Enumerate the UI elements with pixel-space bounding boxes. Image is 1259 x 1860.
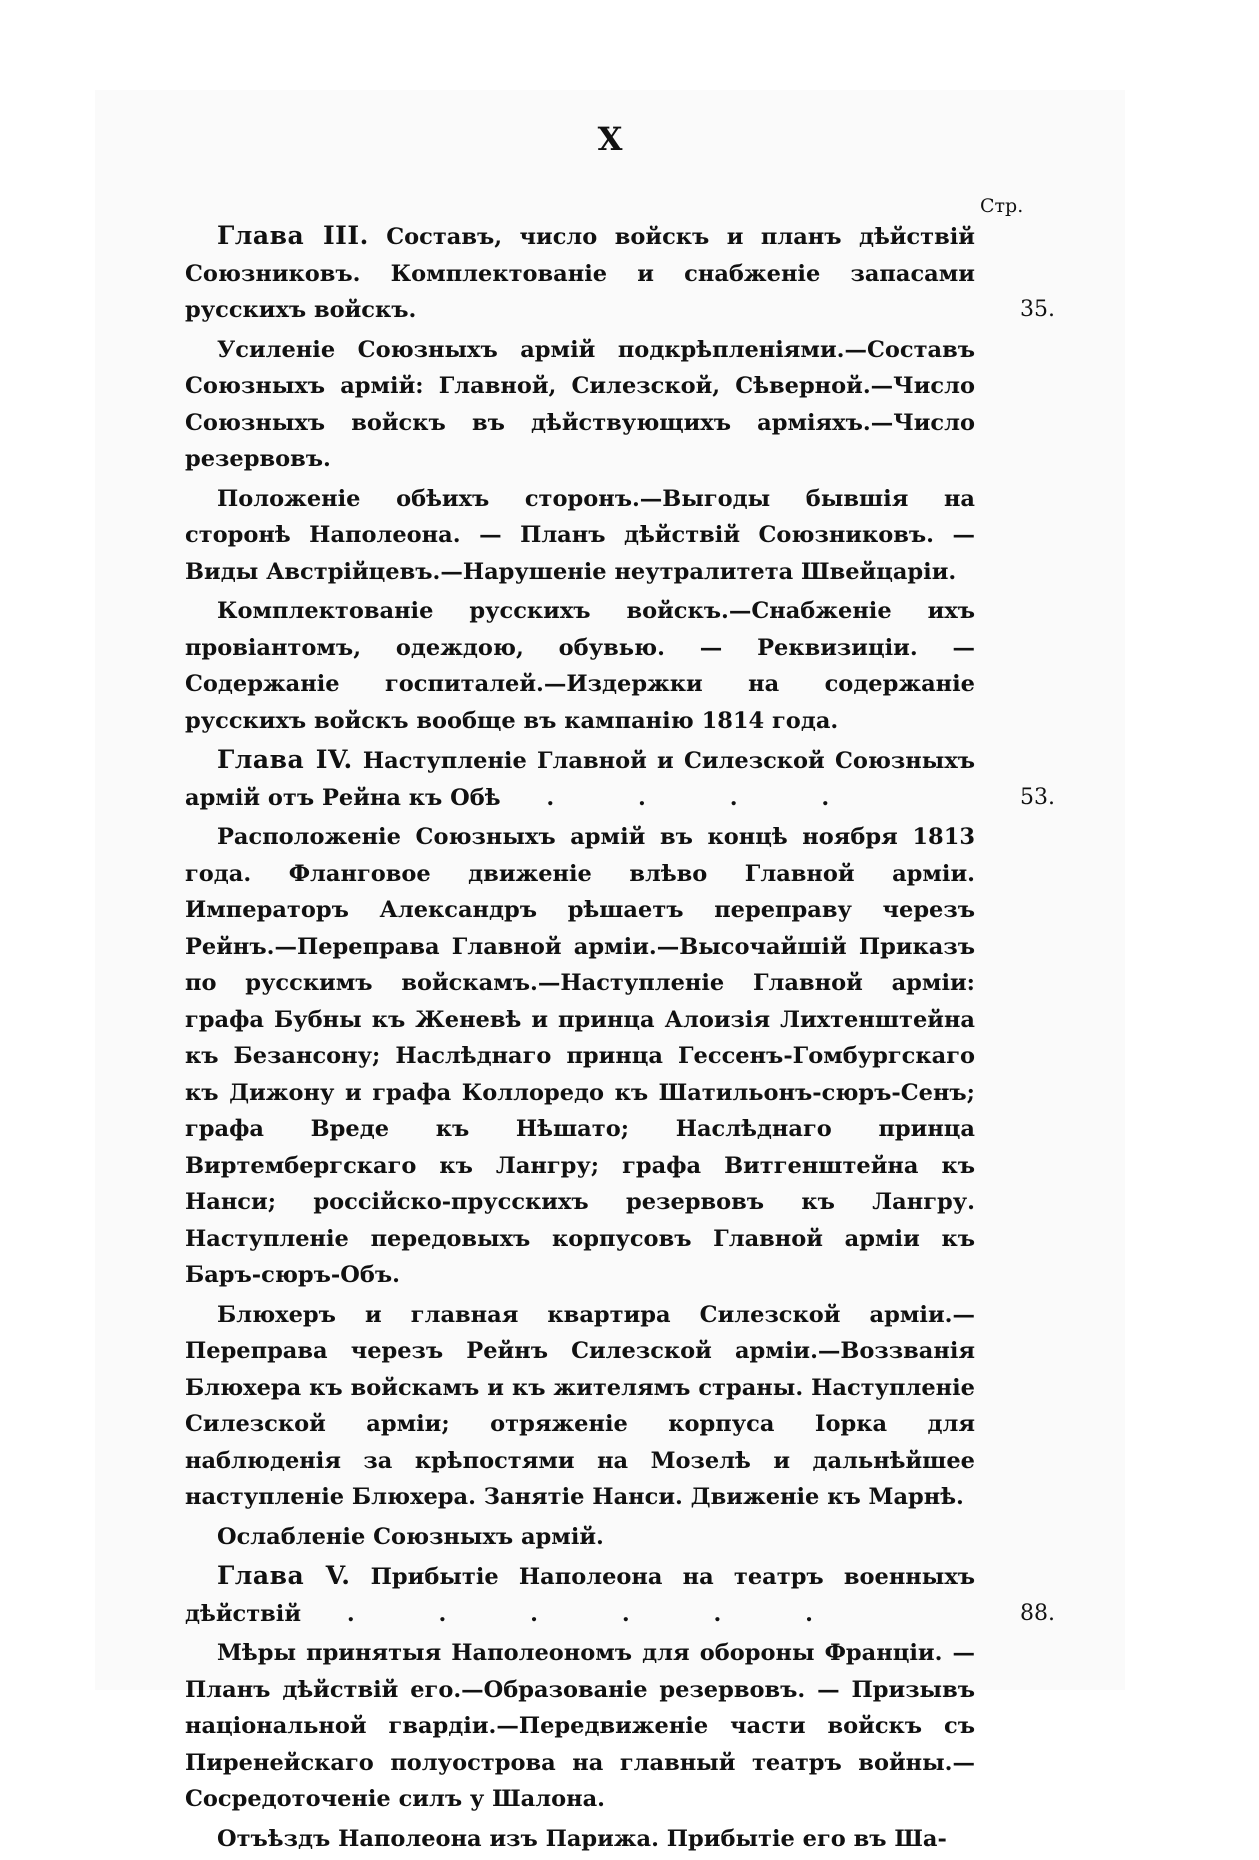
summary-paragraph: Блюхеръ и главная квартира Силезской арміи.—Переправа черезъ Рейнъ Силезской арміи.—Воззванія Блюхера къ войскамъ и къ жителямъ страны. Наступленіе Силезской арміи; отряженіе корпуса Іорка для наблюденія за крѣпостями на Мозелѣ и дальнѣйшее наступленіе Блюхера. Занятіе Нанси. Движеніе къ Марнѣ. — [185, 1301, 975, 1510]
chapter-title: Составъ, число войскъ и планъ дѣйствій Союзниковъ. Комплектованіе и снабженіе запасами русскихъ войскъ. — [185, 224, 975, 323]
chapter-title: Прибытіе Наполеона на театръ военныхъ дѣйствій — [185, 1564, 976, 1627]
chapter-entry — [185, 218, 1055, 329]
dot-leader: . . . . — [500, 784, 868, 811]
summary-paragraph: Комплектованіе русскихъ войскъ.—Снабженіе ихъ провіантомъ, одеждою, обувью. — Реквизиціи. — Содержаніе госпиталей.—Издержки на содержаніе русскихъ войскъ вообще въ кампанію 1814 года. — [185, 598, 975, 734]
chapter-entry — [185, 1558, 1055, 1632]
summary-paragraph: Ослабленіе Союзныхъ армій. — [217, 1523, 604, 1550]
chapter-entry — [185, 742, 1055, 816]
chapter-label: Глава III. — [217, 221, 369, 250]
summary-paragraph: Расположеніе Союзныхъ армій въ концѣ ноября 1813 года. Фланговое движеніе влѣво Главной арміи. Императоръ Александръ рѣшаетъ переправу черезъ Рейнъ.—Переправа Главной арміи.—Высочайшій Приказъ по русскимъ войскамъ.—Наступленіе Главной арміи: графа Бубны къ Женевѣ и принца Алоизія Лихтенштейна къ Безансону; Наслѣднаго принца Гессенъ-Гомбургскаго къ Дижону и графа Коллоредо къ Шатильонъ-сюръ-Сенъ; графа Вреде къ Нѣшато; Наслѣднаго принца Виртембергскаго къ Лангру; графа Витгенштейна къ Нанси; россійско-прусскихъ резервовъ къ Лангру. Наступленіе передовыхъ корпусовъ Главной арміи къ Баръ-сюръ-Объ. — [185, 824, 975, 1288]
chapter-label: Глава IV. — [217, 745, 353, 774]
page-number: X — [597, 120, 623, 158]
table-of-contents — [185, 218, 1055, 1860]
chapter-page-ref: 88. — [1020, 1600, 1055, 1626]
summary-paragraph: Отъѣздъ Наполеона изъ Парижа. Прибытіе его въ Ша- — [217, 1825, 947, 1852]
chapter-title: Наступленіе Главной и Силезской Союзныхъ армій отъ Рейна къ Обѣ — [185, 748, 975, 811]
dot-leader: . . . . . . — [301, 1600, 852, 1627]
chapter-page-ref: 35. — [1020, 297, 1055, 322]
chapter-label: Глава V. — [217, 1561, 351, 1590]
page-column-header: Стр. — [980, 195, 1024, 217]
summary-paragraph: Усиленіе Союзныхъ армій подкрѣпленіями.—Составъ Союзныхъ армій: Главной, Силезской, Сѣверной.—Число Союзныхъ войскъ въ дѣйствующихъ арміяхъ.—Число резервовъ. — [185, 336, 975, 472]
book-page — [95, 90, 1125, 1852]
chapter-page-ref: 53. — [1020, 784, 1055, 810]
summary-paragraph: Положеніе обѣихъ сторонъ.—Выгоды бывшія на сторонѣ Наполеона. — Планъ дѣйствій Союзниковъ. — Виды Австрійцевъ.—Нарушеніе неутралитета Швейцаріи. — [185, 485, 975, 585]
summary-paragraph: Мѣры принятыя Наполеономъ для обороны Франціи. — Планъ дѣйствій его.—Образованіе резервовъ. — Призывъ національной гвардіи.—Передвиженіе части войскъ съ Пиренейскаго полуострова на главный театръ войны.—Сосредоточеніе силъ у Шалона. — [185, 1640, 975, 1812]
